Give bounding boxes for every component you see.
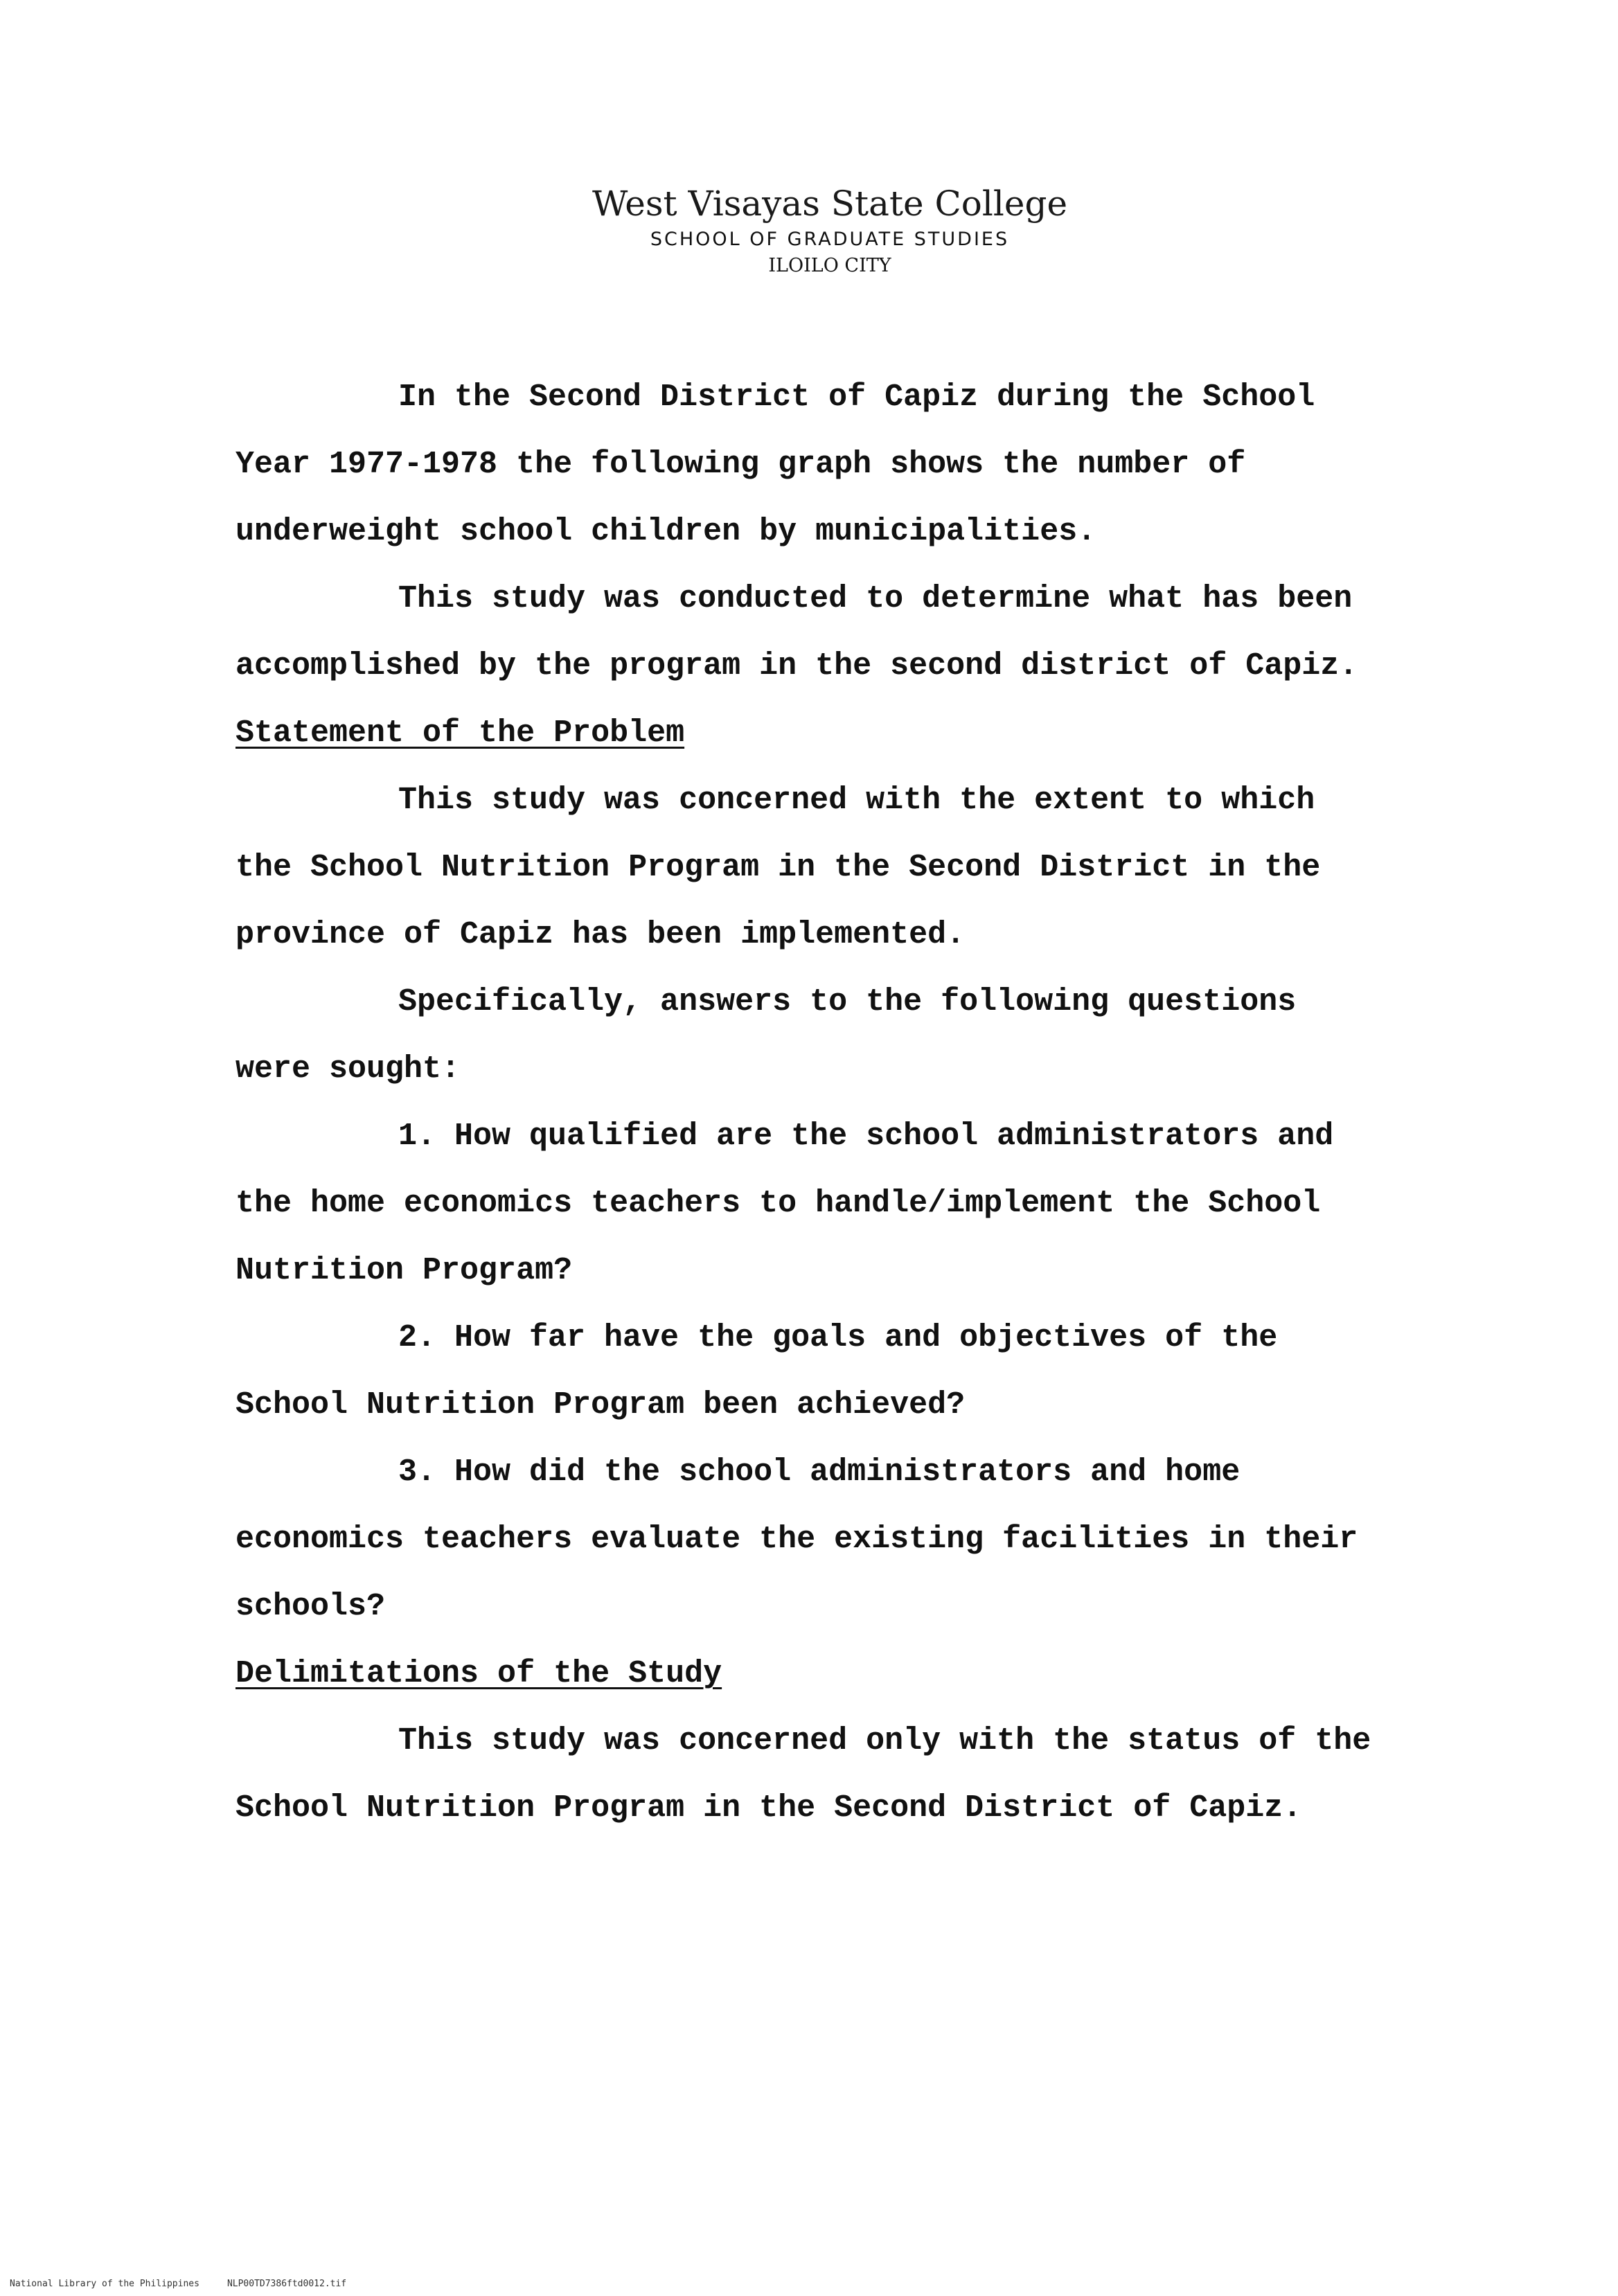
specific-intro: Specifically, answers to the following questions were sought:	[235, 984, 1297, 1087]
library-label: National Library of the Philippines	[10, 2279, 199, 2289]
document-body	[235, 364, 1385, 1842]
delimitations-heading: Delimitations of the Study	[235, 1656, 722, 1691]
intro-paragraph-1: In the Second District of Capiz during the School Year 1977-1978 the following graph shows the number of underweight school children by municipalities.	[235, 380, 1315, 549]
file-name: NLP00TD7386ftd0012.tif	[226, 2279, 347, 2289]
scan-footer	[10, 2279, 374, 2289]
intro-paragraph-2: This study was conducted to determine what has been accomplished by the program in the second district of Capiz.	[235, 581, 1358, 684]
letterhead	[0, 181, 1618, 278]
city-name: ILOILO CITY	[768, 255, 891, 276]
question-1: 1. How qualified are the school administrators and the home economics teachers to handle/implement the School Nutrition Program?	[235, 1119, 1334, 1288]
question-3: 3. How did the school administrators and home economics teachers evaluate the existing facilities in their schools?	[235, 1454, 1358, 1624]
problem-heading: Statement of the Problem	[235, 715, 685, 751]
question-2: 2. How far have the goals and objectives of the School Nutrition Program been achieved?	[235, 1320, 1278, 1423]
problem-paragraph: This study was concerned with the extent to which the School Nutrition Program in the Second District in the province of Capiz has been implemented.	[235, 783, 1321, 952]
college-name: West Visayas State College	[592, 184, 1068, 224]
school-name: SCHOOL OF GRADUATE STUDIES	[650, 229, 1010, 250]
delimitations-paragraph: This study was concerned only with the status of the School Nutrition Program in the Second District of Capiz.	[235, 1723, 1371, 1826]
